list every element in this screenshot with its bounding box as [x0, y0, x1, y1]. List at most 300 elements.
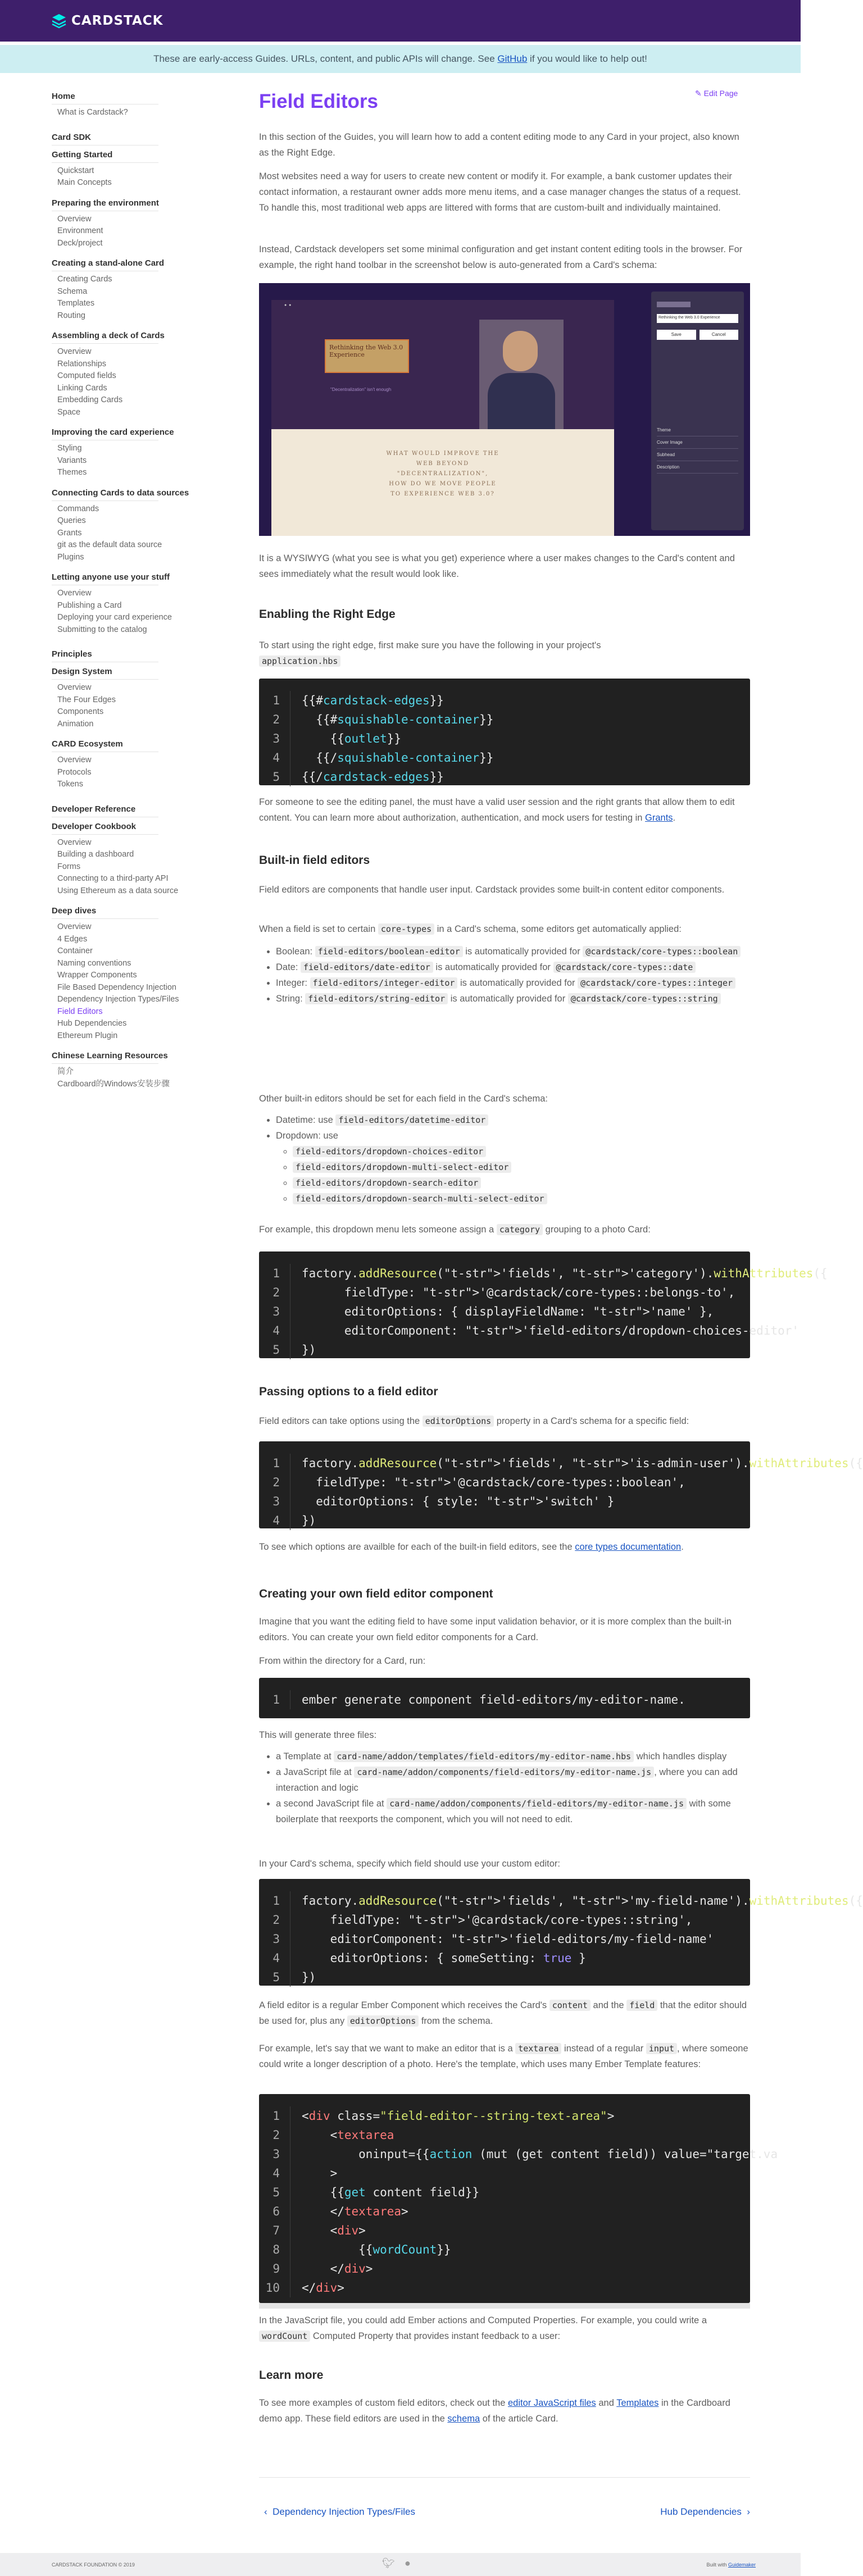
list-item: [293, 1159, 750, 1175]
paragraph-dropdown-example: [259, 1222, 750, 1237]
right-edge-panel: [651, 292, 744, 530]
code-line: 2 fieldType: "t-str">'@cardstack/core-types::boolean',: [259, 1473, 750, 1492]
sidebar-item-computed-fields[interactable]: Computed fields: [57, 371, 116, 380]
top-navbar: [0, 0, 801, 42]
code-line: 4 editorComponent: "t-str">'field-editors/dropdown-choices-editor': [259, 1321, 750, 1340]
pencil-icon: ✎: [695, 89, 702, 98]
line-number: 4: [259, 1511, 290, 1530]
code-line: 4 editorOptions: { someSetting: true }: [259, 1949, 750, 1968]
line-number: 4: [259, 1321, 290, 1340]
code-line: 3 {{outlet}}: [259, 729, 750, 748]
sidebar-heading: Deep dives: [52, 906, 97, 916]
provided-text: is automatically provided for: [457, 978, 578, 988]
dropdown-example-text-a: For example, this dropdown menu lets someone assign a: [259, 1225, 497, 1235]
sidebar-item-commands[interactable]: Commands: [57, 504, 99, 513]
sidebar-item-dependency-injection-types-files[interactable]: Dependency Injection Types/Files: [57, 995, 179, 1004]
auto-editors-list: [259, 944, 750, 1007]
sidebar-item-deploying-your-card-experience[interactable]: Deploying your card experience: [57, 613, 172, 622]
ember-component-text-d: from the schema.: [419, 2016, 493, 2026]
quote-line: "DECENTRALIZATION",: [397, 471, 489, 477]
editor-code: field-editors/integer-editor: [310, 977, 458, 989]
banner-text-end: if you would like to help out!: [527, 53, 647, 64]
line-number: 4: [259, 1949, 290, 1968]
line-number: 1: [259, 1690, 290, 1709]
code-line: 5 }): [259, 1968, 750, 1987]
learn-more-text-a: To see more examples of custom field editors, check out the: [259, 2398, 508, 2408]
chevron-left-icon: ‹: [264, 2506, 267, 2517]
slide-title-a: Rethinking the Web 3.0: [329, 344, 403, 351]
heading-builtin: Built-in field editors: [259, 854, 370, 867]
code-line: 5 {{get content field}}: [259, 2183, 750, 2202]
intro-paragraph: In this section of the Guides, you will learn how to add a content editing mode to any Card in your project, also known as the Right Edge.: [259, 132, 739, 158]
panel-cancel-button[interactable]: Cancel: [700, 330, 739, 340]
panel-label: [657, 302, 691, 307]
sidebar-item-routing[interactable]: Routing: [57, 311, 85, 320]
sidebar-divider: [52, 918, 158, 919]
editor-code: field-editors/date-editor: [301, 962, 433, 973]
list-item: [276, 959, 750, 975]
schema-link[interactable]: schema: [447, 2414, 480, 2424]
editor-js-files-link[interactable]: editor JavaScript files: [507, 2398, 596, 2408]
file-text-a: a Template at: [276, 1751, 334, 1762]
card-preview: [271, 300, 614, 536]
sidebar-item-grants[interactable]: Grants: [57, 528, 82, 538]
paragraph-textarea-example: [259, 2041, 750, 2072]
code-line: 1 factory.addResource("t-str">'fields', "t-str">'my-field-name').withAttributes({: [259, 1891, 750, 1910]
paragraph-other-editors: Other built-in editors should be set for each field in the Card's schema:: [259, 1094, 548, 1104]
prev-page-link[interactable]: [264, 2506, 415, 2518]
code-line: 7 <div>: [259, 2221, 750, 2240]
heading-own-editor: Creating your own field editor component: [259, 1587, 493, 1600]
code-line: 2 fieldType: "t-str">'@cardstack/core-types::belongs-to',: [259, 1283, 750, 1302]
banner-text-start: These are early-access Guides. URLs, content, and public APIs will change. See: [153, 53, 498, 64]
sidebar-divider: [52, 834, 158, 835]
paragraph-core-types: [259, 921, 750, 937]
sidebar-item-field-editors[interactable]: Field Editors: [57, 1007, 103, 1016]
provided-text: is automatically provided for: [448, 994, 568, 1004]
edit-page-link[interactable]: [695, 89, 738, 98]
code-line: 6 </textarea>: [259, 2202, 750, 2221]
paragraph-three-files: This will generate three files:: [259, 1730, 377, 1740]
input-code: input: [646, 2043, 677, 2054]
github-link[interactable]: GitHub: [497, 53, 528, 64]
sidebar-item-schema[interactable]: Schema: [57, 286, 88, 296]
sidebar-item-space[interactable]: Space: [57, 407, 81, 417]
sidebar-item-deck-project[interactable]: Deck/project: [57, 238, 103, 248]
code-line: 3 oninput={{action (mut (get content field)) value="target.va: [259, 2145, 750, 2164]
panel-item[interactable]: Description: [657, 461, 738, 474]
sidebar-item-themes[interactable]: Themes: [57, 468, 87, 477]
sidebar-item-ethereum-plugin[interactable]: Ethereum Plugin: [57, 1031, 118, 1040]
sidebar-heading: Letting anyone use your stuff: [52, 572, 170, 582]
panel-item[interactable]: Theme: [657, 424, 738, 436]
type-label: Boolean:: [276, 946, 315, 957]
dropdown-editor-code: field-editors/dropdown-choices-editor: [293, 1146, 486, 1157]
sidebar-item-item[interactable]: 简介: [57, 1067, 74, 1076]
sidebar-item-environment[interactable]: Environment: [57, 226, 103, 235]
early-access-banner: [0, 45, 801, 73]
sidebar-group: [52, 330, 220, 418]
code-line: 4 >: [259, 2164, 750, 2183]
slide-title-b: Experience: [329, 351, 365, 358]
sidebar-item-overview[interactable]: Overview: [57, 838, 92, 847]
code-block-category: [259, 1251, 828, 1358]
line-number: 2: [259, 1283, 290, 1302]
core-type-code: @cardstack/core-types::date: [553, 962, 696, 973]
line-number: 7: [259, 2221, 290, 2240]
sidebar-item-components[interactable]: Components: [57, 707, 104, 716]
code-line: 1 <div class="field-editor--string-text-area">: [259, 2106, 750, 2126]
sidebar-divider: [52, 500, 158, 501]
type-label: String:: [276, 994, 306, 1004]
line-number: 2: [259, 2126, 290, 2145]
panel-title-field[interactable]: Rethinking the Web 3.0 Experience: [657, 314, 738, 323]
line-number: 3: [259, 1492, 290, 1511]
editor-code: field-editors/string-editor: [305, 993, 448, 1004]
preview-header: ● ●: [284, 303, 292, 307]
slide-quote: [271, 449, 614, 499]
line-number: 3: [259, 729, 290, 748]
datetime-editor-code: field-editors/datetime-editor: [335, 1114, 488, 1126]
sidebar-item-file-based-dependency-injection[interactable]: File Based Dependency Injection: [57, 982, 176, 992]
editor-options-code-2: editorOptions: [347, 2015, 419, 2027]
list-item: [293, 1175, 750, 1191]
sidebar-heading: Principles: [52, 649, 92, 659]
line-number: 2: [259, 710, 290, 729]
sidebar-heading: Design System: [52, 667, 112, 676]
sidebar-item-overview[interactable]: Overview: [57, 922, 92, 931]
sidebar-item-creating-cards[interactable]: Creating Cards: [57, 275, 112, 284]
heading-learn-more: Learn more: [259, 2369, 324, 2382]
sidebar-group: [52, 905, 220, 1042]
file-path-code: card-name/addon/components/field-editors/my-editor-name.js: [387, 1798, 687, 1809]
sidebar-item-overview[interactable]: Overview: [57, 589, 92, 598]
sidebar-group: [52, 1050, 220, 1090]
sidebar-group: [52, 487, 220, 564]
ember-component-text-c: that the editor should be used for, plus any: [259, 2000, 747, 2026]
paragraph-start: [259, 638, 750, 669]
code-line: 1 {{#cardstack-edges}}: [259, 691, 750, 710]
sidebar-group: [52, 821, 220, 898]
editor-options-code: editorOptions: [423, 1416, 494, 1427]
speaker-shirt: [488, 373, 555, 429]
textarea-text-c: , where someone could write a longer description of a photo. Here's the template, which uses many Ember Template features:: [259, 2043, 748, 2069]
cover-photo: [271, 300, 614, 429]
list-item: [276, 1796, 750, 1827]
application-hbs-code: application.hbs: [259, 656, 340, 667]
code-line: 10 </div>: [259, 2278, 750, 2297]
paragraph-editing-panel: For someone to see the editing panel, the must have a valid user session and the right grants that allow them to edit content. You can learn more about authorization, authentication, and mock users for testing in Grants.: [259, 797, 735, 823]
sidebar-item-tokens[interactable]: Tokens: [57, 780, 83, 789]
sidebar-item-overview[interactable]: Overview: [57, 214, 92, 224]
paragraph-field-editors: Field editors are components that handle user input. Cardstack provides some built-in content editor components.: [259, 885, 725, 895]
paragraph-editor-options: [259, 1413, 750, 1429]
paragraph-javascript: [259, 2313, 750, 2344]
right-edge-screenshot: [259, 283, 750, 536]
sidebar-item-variants[interactable]: Variants: [57, 456, 87, 465]
sidebar-heading: Creating a stand-alone Card: [52, 258, 165, 268]
core-type-code: @cardstack/core-types::string: [568, 993, 721, 1004]
dropdown-editor-code: field-editors/dropdown-search-editor: [293, 1177, 481, 1189]
slide-title-box: [325, 339, 409, 373]
footer-copyright: CARDSTACK FOUNDATION © 2019: [52, 2562, 135, 2568]
sidebar-heading: Home: [52, 92, 75, 101]
core-types-text-a: When a field is set to certain: [259, 924, 378, 934]
line-number: 9: [259, 2259, 290, 2278]
guidemaker-link[interactable]: Guidemaker: [728, 2562, 756, 2568]
panel-item[interactable]: Subhead: [657, 449, 738, 461]
twitter-icon[interactable]: 🐦︎: [382, 2557, 395, 2569]
sidebar-group: [52, 131, 220, 145]
github-icon[interactable]: ●: [405, 2557, 411, 2569]
sidebar-group: [52, 426, 220, 479]
list-item: [276, 975, 750, 991]
sidebar-group: [52, 90, 220, 119]
file-text-b: which handles display: [634, 1751, 727, 1762]
sidebar-item-embedding-cards[interactable]: Embedding Cards: [57, 395, 123, 404]
brand-name: CARDSTACK: [71, 13, 163, 28]
learn-more-text-d: of the article Card.: [480, 2414, 558, 2424]
datetime-label: Datetime: use: [276, 1115, 336, 1125]
sidebar-group: [52, 257, 220, 322]
learn-more-text-c: in the Cardboard demo app. These field editors are used in the: [259, 2398, 730, 2424]
type-label: Date:: [276, 962, 301, 972]
sidebar-item-main-concepts[interactable]: Main Concepts: [57, 178, 112, 187]
code-line: 9 </div>: [259, 2259, 750, 2278]
code-line: 2 <textarea: [259, 2126, 750, 2145]
learn-more-text-b: and: [596, 2398, 617, 2408]
paragraph-websites: Most websites need a way for users to create new content or modify it. For example, a bank customer updates their contact information, a restaurant owner adds more menu items, and a case manager changes the status of a request. To handle this, most traditional web apps are littered with forms that are custom-built and individually maintained.: [259, 171, 741, 213]
paragraph-learn-more: [259, 2395, 750, 2427]
line-number: 1: [259, 1264, 290, 1283]
cardstack-logo[interactable]: [52, 12, 163, 29]
ember-component-text-b: and the: [590, 2000, 627, 2010]
sidebar-heading: Developer Reference: [52, 804, 136, 814]
file-text-b: , where you can add interaction and logic: [276, 1767, 738, 1793]
sidebar-heading: CARD Ecosystem: [52, 739, 123, 749]
list-item: [276, 1764, 750, 1796]
sidebar-item-queries[interactable]: Queries: [57, 516, 86, 525]
next-page-label: Hub Dependencies: [660, 2506, 742, 2517]
other-editors-list: [259, 1112, 750, 1207]
content-code: content: [549, 2000, 591, 2011]
edit-page-label: Edit Page: [703, 89, 738, 98]
type-label: Integer:: [276, 978, 310, 988]
page-divider: [259, 2477, 750, 2478]
next-page-link[interactable]: [660, 2506, 750, 2518]
sidebar-heading: Card SDK: [52, 132, 92, 142]
javascript-text-b: Computed Property that provides instant feedback to a user:: [310, 2331, 561, 2341]
footer: [0, 2553, 801, 2576]
sidebar-heading: Improving the card experience: [52, 427, 174, 437]
line-number: 10: [259, 2278, 290, 2297]
horizontal-scrollbar[interactable]: [259, 2303, 750, 2309]
textarea-text-b: instead of a regular: [561, 2043, 646, 2054]
core-types-text-b: in a Card's schema, some editors get automatically applied:: [434, 924, 682, 934]
code-line: 2 fieldType: "t-str">'@cardstack/core-types::string',: [259, 1910, 750, 1929]
line-number: 2: [259, 1910, 290, 1929]
templates-link[interactable]: Templates: [616, 2398, 659, 2408]
sidebar-group: [52, 666, 220, 730]
paragraph-wysiwyg: It is a WYSIWYG (what you see is what you get) experience where a user makes changes to the Card's content and sees immediately what the result would look like.: [259, 553, 735, 579]
line-number: 5: [259, 2183, 290, 2202]
file-path-code: card-name/addon/templates/field-editors/my-editor-name.hbs: [334, 1751, 634, 1762]
sidebar-item-submitting-to-the-catalog[interactable]: Submitting to the catalog: [57, 625, 147, 634]
quote-line: WEB BEYOND: [416, 461, 470, 467]
word-count-code: wordCount: [259, 2331, 310, 2342]
line-number: 6: [259, 2202, 290, 2221]
sidebar-item-plugins[interactable]: Plugins: [57, 552, 84, 562]
list-item: [276, 1749, 750, 1764]
heading-passing-options: Passing options to a field editor: [259, 1385, 438, 1398]
sidebar-group: [52, 738, 220, 791]
code-line: 3 editorComponent: "t-str">'field-editors/my-field-name': [259, 1929, 750, 1949]
sidebar-item-git-as-the-default-data-source[interactable]: git as the default data source: [57, 540, 162, 549]
line-number: 8: [259, 2240, 290, 2259]
editor-options-text-a: Field editors can take options using the: [259, 1416, 423, 1426]
line-number: 4: [259, 748, 290, 767]
sidebar-item-forms[interactable]: Forms: [57, 862, 81, 871]
heading-enabling: Enabling the Right Edge: [259, 608, 396, 621]
quote-line: HOW DO WE MOVE PEOPLE: [389, 481, 497, 487]
dropdown-editor-code: field-editors/dropdown-search-multi-select-editor: [293, 1193, 547, 1204]
sidebar-heading: Preparing the environment: [52, 198, 159, 208]
footer-built-with: [706, 2562, 756, 2568]
sidebar-group: [52, 197, 220, 250]
code-block-generate: [259, 1678, 750, 1718]
code-block-edges: [259, 679, 750, 785]
sidebar-group: [52, 571, 220, 636]
sidebar-item-overview[interactable]: Overview: [57, 683, 92, 692]
sidebar-item-what-is-cardstack[interactable]: What is Cardstack?: [57, 108, 128, 117]
panel-save-button[interactable]: Save: [657, 330, 696, 340]
textarea-code: textarea: [515, 2043, 561, 2054]
line-number: 1: [259, 691, 290, 710]
sidebar-item-relationships[interactable]: Relationships: [57, 359, 107, 368]
sidebar-item-naming-conventions[interactable]: Naming conventions: [57, 958, 131, 968]
paragraph-ember-component: [259, 1997, 750, 2029]
page-title: Field Editors: [259, 90, 378, 112]
sidebar-item-using-ethereum-as-a-data-source[interactable]: Using Ethereum as a data source: [57, 886, 179, 895]
sidebar-item-linking-cards[interactable]: Linking Cards: [57, 383, 107, 393]
code-block-textarea-template: [259, 2094, 778, 2303]
code-line: 5 }): [259, 1340, 750, 1359]
sidebar-item-protocols[interactable]: Protocols: [57, 767, 92, 777]
sidebar-item-4-edges[interactable]: 4 Edges: [57, 934, 88, 944]
line-number: 5: [259, 1340, 290, 1359]
sidebar-item-cardboard-windows[interactable]: Cardboard的Windows安装步骤: [57, 1079, 170, 1089]
code-block-admin-user: [259, 1441, 863, 1528]
dropdown-example-text-b: grouping to a photo Card:: [543, 1225, 651, 1235]
paragraph-imagine: Imagine that you want the editing field to have some input validation behavior, or it is more complex than the built-in editors. You can create your own field editor components for a Card.: [259, 1617, 732, 1642]
code-line: 2 {{#squishable-container}}: [259, 710, 750, 729]
code-line: 4 }): [259, 1511, 750, 1530]
line-number: 1: [259, 1891, 290, 1910]
slide-subtitle: "Decentralization" isn't enough: [330, 387, 392, 392]
paragraph-run: From within the directory for a Card, run:: [259, 1656, 426, 1666]
field-code: field: [626, 2000, 657, 2011]
line-number: 3: [259, 2145, 290, 2164]
provided-text: is automatically provided for: [462, 946, 583, 957]
file-text-b: with some boilerplate that reexports the component, which you will not need to edit.: [276, 1799, 731, 1824]
code-line: 8 {{wordCount}}: [259, 2240, 750, 2259]
quote-line: WHAT WOULD IMPROVE THE: [386, 450, 499, 457]
code-line: 1 ember generate component field-editors/my-editor-name.: [259, 1690, 750, 1709]
sidebar-item-wrapper-components[interactable]: Wrapper Components: [57, 971, 137, 980]
list-item: [276, 1112, 750, 1128]
sidebar-item-container[interactable]: Container: [57, 946, 93, 955]
editor-options-text-b: property in a Card's schema for a specific field:: [494, 1416, 689, 1426]
sidebar-item-overview[interactable]: Overview: [57, 347, 92, 356]
cardstack-logo-icon: [52, 13, 66, 28]
prev-page-label: Dependency Injection Types/Files: [272, 2506, 416, 2517]
file-path-code: card-name/addon/components/field-editors/my-editor-name.js: [354, 1767, 654, 1778]
sidebar-heading: Chinese Learning Resources: [52, 1051, 168, 1061]
sidebar-item-connecting-to-a-third-party-api[interactable]: Connecting to a third-party API: [57, 874, 169, 883]
list-item: [293, 1191, 750, 1207]
code-line: 1 factory.addResource("t-str">'fields', "t-str">'category').withAttributes({: [259, 1264, 750, 1283]
paragraph-see-options: To see which options are availble for each of the built-in field editors, see the core types documentation.: [259, 1542, 684, 1552]
sidebar-item-styling[interactable]: Styling: [57, 444, 82, 453]
sidebar-group: [52, 803, 220, 817]
code-line: 3 editorOptions: { style: "t-str">'switch' }: [259, 1492, 750, 1511]
built-with-text: Built with: [706, 2562, 728, 2568]
paragraph-specify: In your Card's schema, specify which field should use your custom editor:: [259, 1859, 560, 1869]
sidebar-divider: [52, 1063, 158, 1064]
line-number: 3: [259, 1929, 290, 1949]
core-type-code: @cardstack/core-types::boolean: [583, 946, 741, 957]
sidebar-item-animation[interactable]: Animation: [57, 719, 94, 729]
sidebar-item-the-four-edges[interactable]: The Four Edges: [57, 695, 116, 704]
sidebar-heading: Getting Started: [52, 149, 113, 160]
dropdown-label: Dropdown: use: [276, 1131, 338, 1141]
code-line: 3 editorOptions: { displayFieldName: "t-str">'name' },: [259, 1302, 750, 1321]
see-options-text: To see which options are availble for each of the built-in field editors, see the: [259, 1542, 575, 1552]
panel-buttons: [657, 330, 738, 340]
core-types-docs-link[interactable]: core types documentation: [575, 1542, 682, 1552]
line-number: 1: [259, 2106, 290, 2126]
core-type-code: @cardstack/core-types::integer: [578, 977, 735, 989]
generated-files-list: [259, 1749, 750, 1827]
sidebar-navigation: [52, 87, 220, 1098]
core-types-code: core-types: [378, 923, 434, 935]
list-item: [276, 1128, 750, 1207]
provided-text: is automatically provided for: [433, 962, 553, 972]
file-text-a: a JavaScript file at: [276, 1767, 355, 1777]
paragraph-instead: Instead, Cardstack developers set some minimal configuration and get instant content editing tools in the browser. For example, the right hand toolbar in the screenshot below is auto-generated from a Card's schema:: [259, 244, 743, 270]
sidebar-group: [52, 648, 220, 662]
sidebar-item-quickstart[interactable]: Quickstart: [57, 166, 94, 175]
panel-items: [657, 424, 738, 474]
sidebar-item-overview[interactable]: Overview: [57, 755, 92, 764]
file-text-a: a second JavaScript file at: [276, 1799, 387, 1809]
sidebar-item-building-a-dashboard[interactable]: Building a dashboard: [57, 850, 134, 859]
sidebar-divider: [52, 343, 158, 344]
category-code: category: [497, 1224, 543, 1235]
panel-item[interactable]: Cover Image: [657, 436, 738, 449]
sidebar-heading: Assembling a deck of Cards: [52, 331, 165, 340]
list-item: [276, 944, 750, 959]
editor-code: field-editors/boolean-editor: [315, 946, 463, 957]
sidebar-group: [52, 149, 220, 189]
grants-link[interactable]: Grants: [645, 813, 673, 823]
sidebar-item-hub-dependencies[interactable]: Hub Dependencies: [57, 1019, 127, 1028]
sidebar-item-publishing-a-card[interactable]: Publishing a Card: [57, 600, 122, 610]
sidebar-item-templates[interactable]: Templates: [57, 299, 95, 308]
sidebar-divider: [52, 162, 158, 163]
javascript-text-a: In the JavaScript file, you could add Ember actions and Computed Properties. For example, you could write a: [259, 2315, 707, 2325]
start-text: To start using the right edge, first make sure you have the following in your project's: [259, 640, 601, 650]
